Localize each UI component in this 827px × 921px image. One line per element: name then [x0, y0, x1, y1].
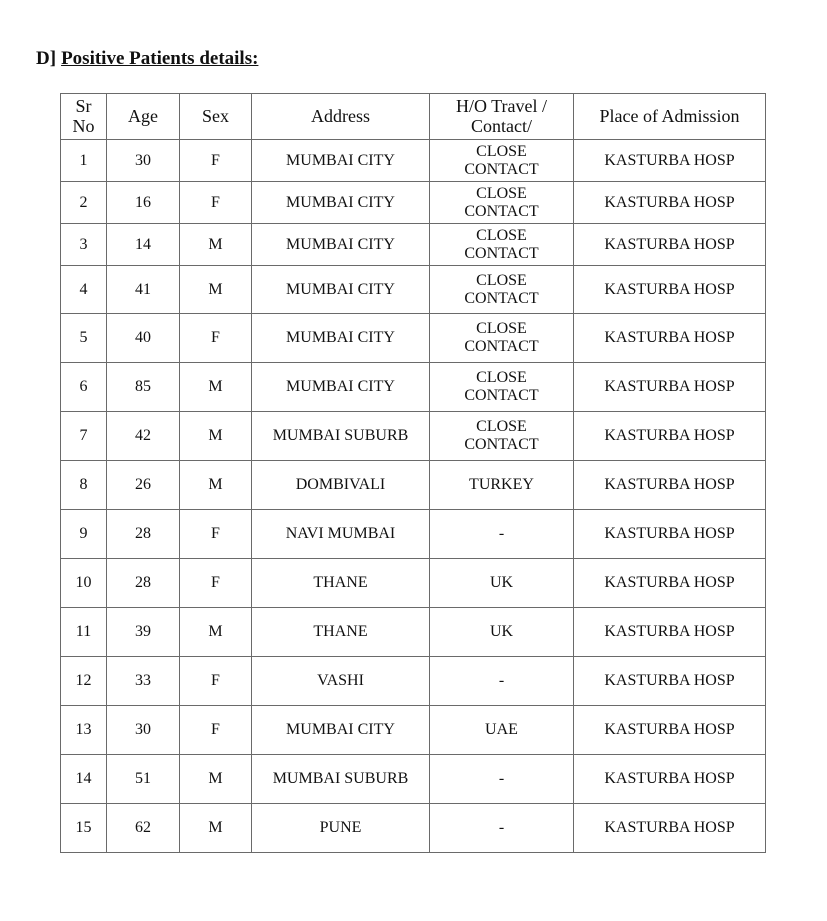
table-body	[61, 140, 766, 853]
cell-travel-contact: -	[430, 510, 574, 559]
cell-sex: F	[180, 510, 252, 559]
cell-sex: F	[180, 182, 252, 224]
header-travel-contact	[430, 94, 574, 140]
table-row	[61, 224, 766, 266]
cell-sex: F	[180, 314, 252, 363]
cell-address: MUMBAI CITY	[252, 266, 430, 314]
cell-travel-contact: CLOSE CONTACT	[430, 363, 574, 412]
cell-address: DOMBIVALI	[252, 461, 430, 510]
cell-sex: F	[180, 706, 252, 755]
cell-age: 16	[107, 182, 180, 224]
cell-age: 26	[107, 461, 180, 510]
cell-sr-no: 1	[61, 140, 107, 182]
cell-sr-no: 7	[61, 412, 107, 461]
cell-address: MUMBAI CITY	[252, 363, 430, 412]
cell-travel-contact: UK	[430, 608, 574, 657]
cell-sex: M	[180, 224, 252, 266]
cell-travel-contact: -	[430, 755, 574, 804]
table-row	[61, 266, 766, 314]
cell-age: 28	[107, 510, 180, 559]
cell-age: 62	[107, 804, 180, 853]
cell-age: 33	[107, 657, 180, 706]
table-row	[61, 314, 766, 363]
cell-age: 14	[107, 224, 180, 266]
table-header-row	[61, 94, 766, 140]
cell-age: 30	[107, 706, 180, 755]
header-sex: Sex	[180, 94, 252, 140]
cell-age: 30	[107, 140, 180, 182]
cell-age: 40	[107, 314, 180, 363]
cell-sr-no: 8	[61, 461, 107, 510]
cell-travel-contact: TURKEY	[430, 461, 574, 510]
section-prefix: D]	[36, 48, 57, 69]
header-sr-no: Sr No	[61, 94, 107, 140]
table-row	[61, 608, 766, 657]
table-row	[61, 657, 766, 706]
cell-address: MUMBAI CITY	[252, 224, 430, 266]
cell-travel-contact: CLOSE CONTACT	[430, 140, 574, 182]
table-row	[61, 363, 766, 412]
cell-sex: M	[180, 266, 252, 314]
cell-place-of-admission: KASTURBA HOSP	[574, 314, 766, 363]
table-row	[61, 412, 766, 461]
cell-age: 28	[107, 559, 180, 608]
cell-travel-contact: CLOSE CONTACT	[430, 412, 574, 461]
table-row	[61, 461, 766, 510]
cell-address: THANE	[252, 608, 430, 657]
cell-place-of-admission: KASTURBA HOSP	[574, 224, 766, 266]
cell-sex: M	[180, 461, 252, 510]
cell-address: MUMBAI SUBURB	[252, 755, 430, 804]
section-title: Positive Patients details:	[61, 48, 259, 69]
cell-sex: F	[180, 657, 252, 706]
cell-sex: M	[180, 804, 252, 853]
header-age: Age	[107, 94, 180, 140]
cell-travel-contact: CLOSE CONTACT	[430, 266, 574, 314]
table-row	[61, 755, 766, 804]
cell-place-of-admission: KASTURBA HOSP	[574, 266, 766, 314]
cell-sex: M	[180, 412, 252, 461]
cell-address: MUMBAI CITY	[252, 140, 430, 182]
cell-place-of-admission: KASTURBA HOSP	[574, 657, 766, 706]
cell-sr-no: 9	[61, 510, 107, 559]
cell-travel-contact: -	[430, 804, 574, 853]
cell-travel-contact: -	[430, 657, 574, 706]
cell-sex: M	[180, 363, 252, 412]
cell-sr-no: 11	[61, 608, 107, 657]
cell-sr-no: 15	[61, 804, 107, 853]
cell-sr-no: 13	[61, 706, 107, 755]
cell-travel-contact: UK	[430, 559, 574, 608]
cell-sr-no: 6	[61, 363, 107, 412]
header-address: Address	[252, 94, 430, 140]
cell-place-of-admission: KASTURBA HOSP	[574, 182, 766, 224]
cell-sex: M	[180, 608, 252, 657]
cell-age: 85	[107, 363, 180, 412]
header-place-of-admission: Place of Admission	[574, 94, 766, 140]
cell-travel-contact: CLOSE CONTACT	[430, 182, 574, 224]
cell-age: 41	[107, 266, 180, 314]
table-row	[61, 140, 766, 182]
cell-address: MUMBAI CITY	[252, 182, 430, 224]
positive-patients-table	[60, 93, 766, 853]
cell-place-of-admission: KASTURBA HOSP	[574, 461, 766, 510]
cell-place-of-admission: KASTURBA HOSP	[574, 804, 766, 853]
table-row	[61, 559, 766, 608]
cell-place-of-admission: KASTURBA HOSP	[574, 608, 766, 657]
section-heading	[36, 48, 258, 70]
cell-place-of-admission: KASTURBA HOSP	[574, 412, 766, 461]
cell-address: MUMBAI SUBURB	[252, 412, 430, 461]
cell-travel-contact: CLOSE CONTACT	[430, 314, 574, 363]
cell-place-of-admission: KASTURBA HOSP	[574, 510, 766, 559]
cell-place-of-admission: KASTURBA HOSP	[574, 559, 766, 608]
table-row	[61, 804, 766, 853]
table-row	[61, 706, 766, 755]
cell-sr-no: 14	[61, 755, 107, 804]
cell-sr-no: 4	[61, 266, 107, 314]
cell-sex: M	[180, 755, 252, 804]
cell-place-of-admission: KASTURBA HOSP	[574, 755, 766, 804]
cell-place-of-admission: KASTURBA HOSP	[574, 706, 766, 755]
cell-address: VASHI	[252, 657, 430, 706]
cell-address: MUMBAI CITY	[252, 706, 430, 755]
table-row	[61, 182, 766, 224]
cell-age: 51	[107, 755, 180, 804]
cell-sr-no: 10	[61, 559, 107, 608]
cell-sr-no: 5	[61, 314, 107, 363]
cell-travel-contact: UAE	[430, 706, 574, 755]
cell-address: PUNE	[252, 804, 430, 853]
cell-sex: F	[180, 140, 252, 182]
cell-place-of-admission: KASTURBA HOSP	[574, 140, 766, 182]
table-row	[61, 510, 766, 559]
cell-sr-no: 3	[61, 224, 107, 266]
cell-age: 39	[107, 608, 180, 657]
cell-age: 42	[107, 412, 180, 461]
cell-sr-no: 12	[61, 657, 107, 706]
cell-address: NAVI MUMBAI	[252, 510, 430, 559]
cell-sex: F	[180, 559, 252, 608]
cell-sr-no: 2	[61, 182, 107, 224]
cell-address: THANE	[252, 559, 430, 608]
cell-travel-contact: CLOSE CONTACT	[430, 224, 574, 266]
header-travel-contact-label: H/O Travel / Contact/	[455, 95, 547, 136]
cell-place-of-admission: KASTURBA HOSP	[574, 363, 766, 412]
cell-address: MUMBAI CITY	[252, 314, 430, 363]
